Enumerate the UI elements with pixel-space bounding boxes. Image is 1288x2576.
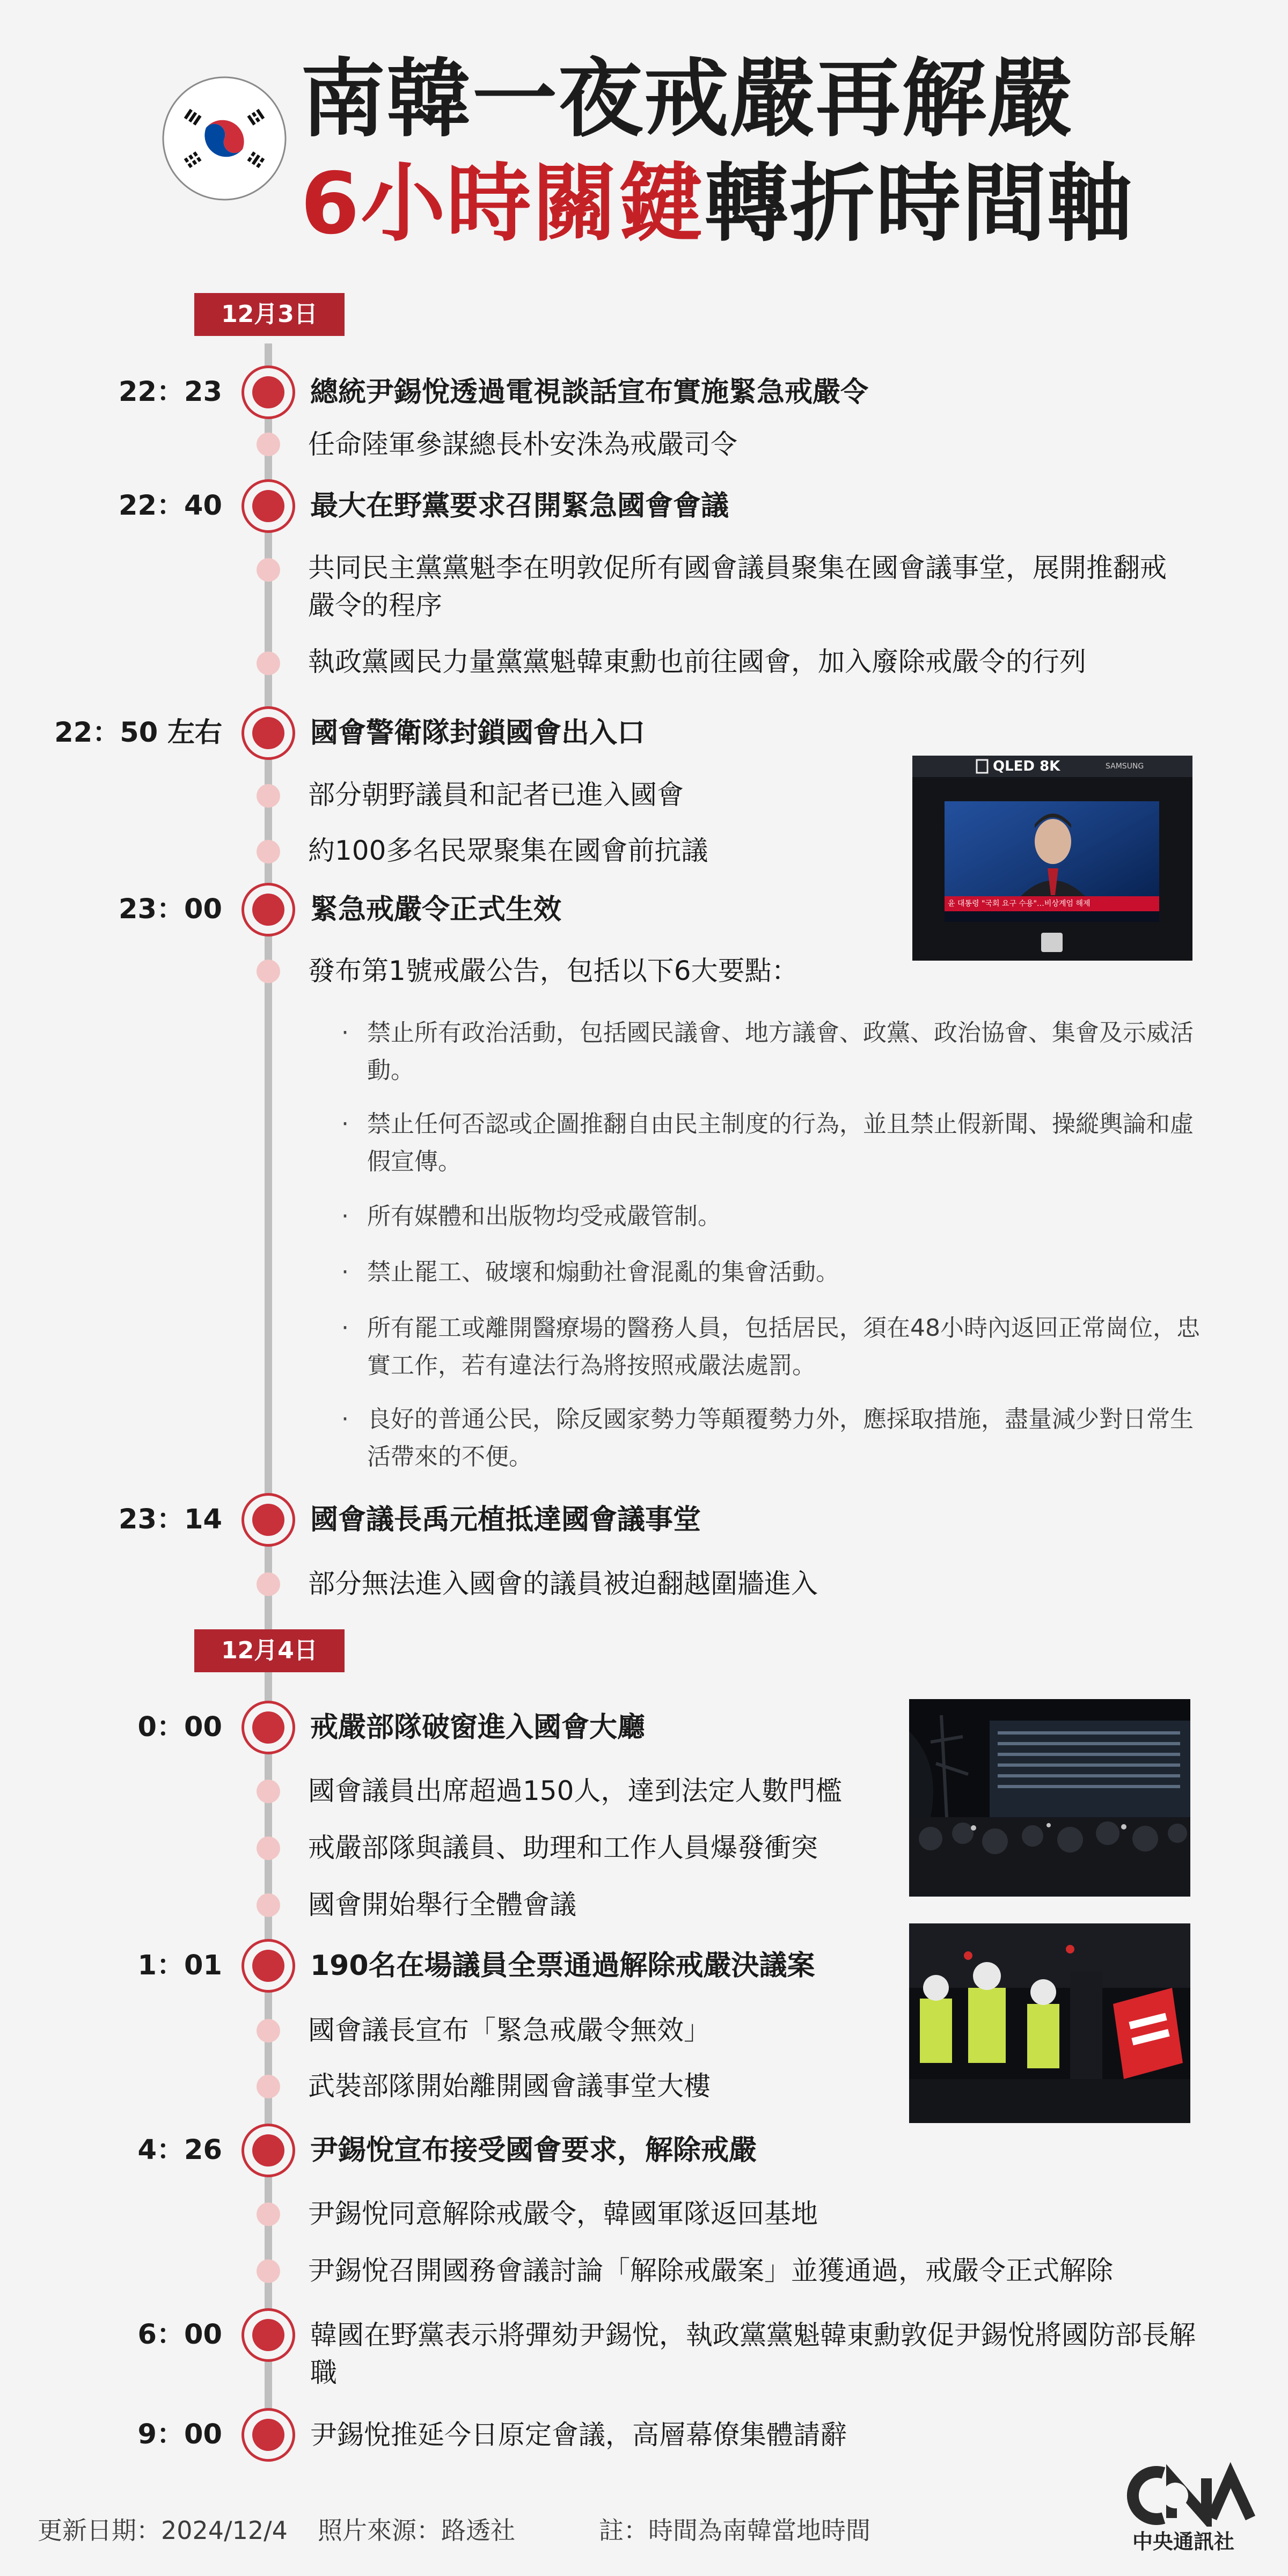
cna-logo-icon bbox=[1126, 2462, 1260, 2527]
major-event-marker bbox=[241, 1939, 295, 1993]
minor-event-marker bbox=[257, 784, 280, 808]
minor-event-marker bbox=[257, 2019, 280, 2043]
major-event-marker bbox=[241, 1493, 295, 1547]
major-event-marker bbox=[241, 479, 295, 533]
decree-point: 禁止罷工、破壞和煽動社會混亂的集會活動。 bbox=[367, 1258, 839, 1286]
bullet-dot: · bbox=[341, 1314, 349, 1342]
minor-event-marker bbox=[257, 433, 280, 456]
event-note: 發布第1號戒嚴公告，包括以下6大要點： bbox=[308, 955, 799, 986]
event-note: 尹錫悅召開國務會議討論「解除戒嚴案」並獲通過，戒嚴令正式解除 bbox=[308, 2255, 1113, 2286]
event-title: 韓國在野黨表示將彈劾尹錫悅，執政黨黨魁韓東勳敦促尹錫悅將國防部長解職 bbox=[310, 2319, 1196, 2388]
event-time: 9：00 bbox=[137, 2419, 222, 2450]
major-event-marker bbox=[241, 2124, 295, 2177]
minor-event-marker bbox=[257, 2202, 280, 2226]
event-note: 國會議長宣布「緊急戒嚴令無效」 bbox=[308, 2015, 711, 2046]
minor-event-marker bbox=[257, 1893, 280, 1917]
tv-broadcast-photo bbox=[912, 756, 1192, 961]
major-event-marker bbox=[241, 2408, 295, 2462]
minor-event-marker bbox=[257, 652, 280, 675]
event-note: 尹錫悅同意解除戒嚴令，韓國軍隊返回基地 bbox=[308, 2198, 818, 2229]
decree-point: 所有罷工或離開醫療場的醫務人員，包括居民，須在48小時內返回正常崗位，忠實工作，若有違法行為將按照戒嚴法處罰。 bbox=[367, 1314, 1200, 1379]
tv-brand-small: SAMSUNG bbox=[1106, 762, 1144, 771]
major-event-marker bbox=[241, 2308, 295, 2362]
event-title: 緊急戒嚴令正式生效 bbox=[310, 894, 562, 926]
event-title: 國會議長禹元植抵達國會議事堂 bbox=[310, 1504, 701, 1536]
event-note: 任命陸軍參謀總長朴安洙為戒嚴司令 bbox=[308, 429, 737, 460]
major-event-marker bbox=[241, 365, 295, 419]
event-title: 總統尹錫悅透過電視談話宣布實施緊急戒嚴令 bbox=[310, 376, 869, 408]
time-note: 註：時間為南韓當地時間 bbox=[599, 2516, 870, 2545]
event-title: 戒嚴部隊破窗進入國會大廳 bbox=[310, 1711, 646, 1744]
event-time: 23：14 bbox=[119, 1504, 222, 1535]
bullet-dot: · bbox=[341, 1110, 349, 1138]
event-time: 22：40 bbox=[119, 490, 222, 522]
event-time: 6：00 bbox=[137, 2319, 222, 2351]
event-note: 國會開始舉行全體會議 bbox=[308, 1889, 576, 1920]
event-title: 最大在野黨要求召開緊急國會會議 bbox=[310, 490, 729, 522]
event-time: 23：00 bbox=[119, 894, 222, 925]
event-title: 尹錫悅推延今日原定會議，高層幕僚集體請辭 bbox=[310, 2419, 847, 2450]
minor-event-marker bbox=[257, 1836, 280, 1860]
update-date: 更新日期：2024/12/4 bbox=[38, 2516, 288, 2545]
event-note: 國會議員出席超過150人，達到法定人數門檻 bbox=[308, 1775, 843, 1806]
protest-police-photo bbox=[909, 1923, 1190, 2123]
bullet-dot: · bbox=[341, 1019, 349, 1046]
date-badge-dec4: 12月4日 bbox=[194, 1629, 345, 1672]
event-title: 尹錫悅宣布接受國會要求，解除戒嚴 bbox=[310, 2134, 757, 2167]
subtitle-highlight: 6小時關鍵 bbox=[301, 155, 704, 253]
minor-event-marker bbox=[257, 558, 280, 582]
date-badge-dec3: 12月3日 bbox=[194, 293, 345, 336]
event-note: 執政黨國民力量黨黨魁韓東勳也前往國會，加入廢除戒嚴令的行列 bbox=[308, 646, 1086, 677]
tv-caption: 윤 대통령 "국회 요구 수용"…비상계엄 해제 bbox=[948, 899, 1091, 908]
decree-point: 所有媒體和出版物均受戒嚴管制。 bbox=[367, 1203, 721, 1230]
minor-event-marker bbox=[257, 840, 280, 863]
event-title: 190名在場議員全票通過解除戒嚴決議案 bbox=[310, 1950, 815, 1982]
minor-event-marker bbox=[257, 960, 280, 983]
event-time: 22：23 bbox=[119, 376, 222, 408]
event-note: 共同民主黨黨魁李在明敦促所有國會議員聚集在國會議事堂，展開推翻戒嚴令的程序 bbox=[308, 552, 1167, 621]
major-event-marker bbox=[241, 1701, 295, 1754]
minor-event-marker bbox=[257, 2075, 280, 2098]
subtitle-rest: 轉折時間軸 bbox=[704, 155, 1133, 253]
event-note: 部分無法進入國會的議員被迫翻越圍牆進入 bbox=[308, 1568, 818, 1599]
event-note: 約100多名民眾聚集在國會前抗議 bbox=[308, 835, 708, 866]
event-time: 22：50 左右 bbox=[54, 717, 222, 749]
bullet-dot: · bbox=[341, 1406, 349, 1433]
decree-point: 良好的普通公民，除反國家勢力等顛覆勢力外，應採取措施，盡量減少對日常生活帶來的不便。 bbox=[367, 1406, 1194, 1470]
event-time: 1：01 bbox=[137, 1950, 222, 1981]
decree-point: 禁止所有政治活動，包括國民議會、地方議會、政黨、政治協會、集會及示威活動。 bbox=[367, 1019, 1194, 1084]
major-event-marker bbox=[241, 706, 295, 760]
bullet-dot: · bbox=[341, 1258, 349, 1286]
event-note: 部分朝野議員和記者已進入國會 bbox=[308, 779, 684, 810]
event-note: 戒嚴部隊與議員、助理和工作人員爆發衝突 bbox=[308, 1832, 818, 1863]
tv-brand-label: QLED 8K bbox=[993, 758, 1060, 774]
minor-event-marker bbox=[257, 1780, 280, 1803]
event-note: 武裝部隊開始離開國會議事堂大樓 bbox=[308, 2070, 711, 2102]
minor-event-marker bbox=[257, 1572, 280, 1596]
event-title: 國會警衛隊封鎖國會出入口 bbox=[310, 717, 646, 749]
major-event-marker bbox=[241, 883, 295, 936]
decree-point: 禁止任何否認或企圖推翻自由民主制度的行為，並且禁止假新聞、操縱輿論和虛假宣傳。 bbox=[367, 1110, 1194, 1175]
event-time: 4：26 bbox=[137, 2134, 222, 2166]
south-korea-flag-icon bbox=[161, 75, 288, 202]
cna-logo-text: 中央通訊社 bbox=[1132, 2530, 1235, 2553]
photo-source: 照片來源：路透社 bbox=[318, 2516, 515, 2545]
minor-event-marker bbox=[257, 2259, 280, 2283]
assembly-night-photo bbox=[909, 1699, 1190, 1897]
event-time: 0：00 bbox=[137, 1711, 222, 1743]
page-subtitle bbox=[301, 156, 1133, 252]
page-title: 南韓一夜戒嚴再解嚴 bbox=[301, 50, 1073, 149]
bullet-dot: · bbox=[341, 1203, 349, 1230]
